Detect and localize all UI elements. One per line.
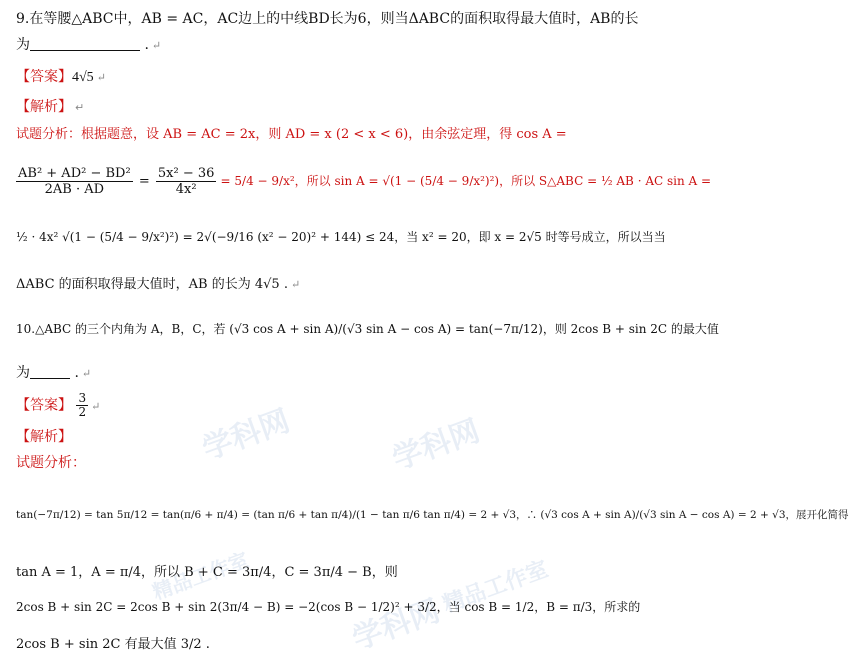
p10-analysis-intro: 试题分析： (16, 455, 86, 471)
p9-stem-line1: 9.在等腰△ABC中，AB = AC，AC边上的中线BD长为6，则当ΔABC的面积取得最大值时，AB的长 (16, 11, 639, 27)
p10-analysis-label: 【解析】 (16, 429, 72, 445)
p10-stem-line2: 为 . ↵ (16, 365, 92, 381)
fraction: $\frac{\text{5x² − 36}}{\text{4x²}}$ (157, 166, 215, 197)
watermark: 精品工作室 (149, 547, 252, 605)
p10-analysis-line3: 2cos B + sin 2C = 2cos B + sin 2(3π/4 − B) = −2(cos B − 1/2)² + 3/2，当 cos B = 1/2，B = π/3，所求的 (16, 600, 641, 614)
watermark: 学科网 (347, 593, 445, 658)
p9-analysis-line2: $\frac{\text{AB² + AD² − BD²}}{2AB \cdot AD}$ = $\frac{\text{5x² − 36}}{\text{4x²}}$ = 5/4 − 9/x²，所以 sin A = √(1 − (5/4 − 9/x²)²)，所以 S△ABC = ½ AB · AC sin A = (18, 166, 712, 197)
p10-stem-line1: 10.△ABC 的三个内角为 A，B，C，若 (√3 cos A + sin A)/(√3 sin A − cos A) = tan(−7π/12)，则 2cos B + sin 2C 的最大值 (16, 322, 719, 336)
p9-answer: 【答案】4√5 ↵ (16, 69, 106, 85)
answer-blank (30, 50, 140, 51)
p9-analysis-label: 【解析】 ↵ (16, 99, 85, 115)
p9-analysis-line4: ΔABC 的面积取得最大值时，AB 的长为 4√5 . ↵ (16, 277, 301, 292)
answer-fraction: $\frac{3}{2}$ (78, 391, 87, 419)
p10-analysis-line2: tan A = 1，A = π/4，所以 B + C = 3π/4，C = 3π/4 − B，则 (16, 565, 398, 580)
watermark: 精品工作室 (439, 556, 552, 618)
watermark: 学科网 (387, 413, 485, 478)
answer-blank (30, 378, 70, 379)
p10-analysis-line4: 2cos B + sin 2C 有最大值 3/2 . (16, 637, 210, 652)
fraction: $\frac{\text{AB² + AD² − BD²}}{2AB \cdot AD}$ (18, 166, 131, 197)
watermark: 学科网 (197, 403, 295, 468)
p10-answer: 【答案】 $\frac{3}{2}$ ↵ (16, 391, 101, 419)
p10-analysis-line1: tan(−7π/12) = tan 5π/12 = tan(π/6 + π/4) = (tan π/6 + tan π/4)/(1 − tan π/6 tan π/4) = 2 + √3，∴ (√3 cos A + sin A)/(√3 sin A − cos A) = 2 + √3，展开化简得 (16, 509, 849, 521)
p9-analysis-line3: ½ · 4x² √(1 − (5/4 − 9/x²)²) = 2√(−9/16 (x² − 20)² + 144) ≤ 24，当 x² = 20，即 x = 2√5 时等号成立，所以当当 (16, 230, 666, 244)
p9-analysis-line1: 试题分析：根据题意，设 AB = AC = 2x，则 AD = x (2 < x < 6)，由余弦定理，得 cos A = (16, 127, 567, 142)
p9-stem-line2: 为 . ↵ (16, 37, 162, 53)
